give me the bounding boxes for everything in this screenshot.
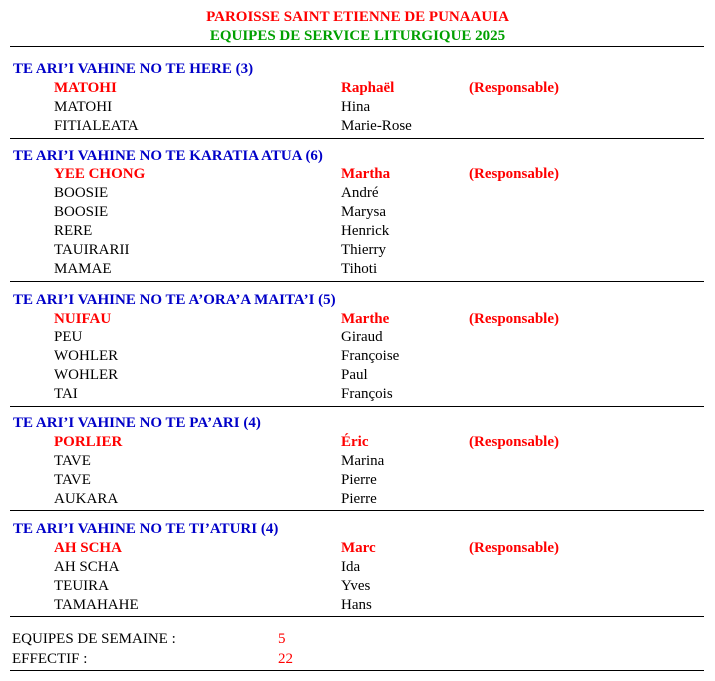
summary-staff-value: 22 [278, 651, 293, 667]
member-firstname: François [341, 386, 393, 402]
member-firstname: Françoise [341, 348, 400, 364]
member-firstname: Tihoti [341, 261, 378, 277]
member-surname: RERE [54, 223, 93, 239]
member-surname: MATOHI [54, 80, 117, 96]
team-member-row [0, 184, 715, 203]
member-role: (Responsable) [469, 540, 560, 556]
member-firstname: Raphaël [341, 80, 395, 96]
member-surname: TAVE [54, 472, 91, 488]
document-subtitle: EQUIPES DE SERVICE LITURGIQUE 2025 [209, 28, 506, 44]
document-header [0, 8, 715, 46]
summary-weeks-value: 5 [278, 631, 286, 647]
member-firstname: Pierre [341, 472, 377, 488]
team-member-row [0, 577, 715, 596]
team-member-row [0, 310, 715, 329]
member-surname: BOOSIE [54, 185, 109, 201]
team-member-row [0, 347, 715, 366]
member-surname: TAMAHAHE [54, 597, 139, 613]
member-surname: AH SCHA [54, 540, 122, 556]
member-role: (Responsable) [469, 80, 560, 96]
divider-line [10, 46, 704, 47]
member-role: (Responsable) [469, 434, 560, 450]
member-firstname: Éric [341, 434, 369, 450]
member-firstname: Giraud [341, 329, 383, 345]
member-surname: PEU [54, 329, 83, 345]
summary-staff-label: EFFECTIF : [12, 651, 88, 667]
member-firstname: Marie-Rose [341, 118, 412, 134]
member-firstname: Thierry [341, 242, 386, 258]
team-member-row [0, 117, 715, 136]
team-title: TE ARI’I VAHINE NO TE PA’ARI (4) [13, 415, 261, 431]
team-member-row [0, 165, 715, 184]
team-member-row [0, 433, 715, 452]
divider-line [10, 510, 704, 511]
team-member-row [0, 596, 715, 615]
member-surname: YEE CHONG [54, 166, 146, 182]
member-firstname: Marc [341, 540, 376, 556]
member-firstname: Hans [341, 597, 372, 613]
divider-line [10, 670, 704, 671]
team-member-row [0, 385, 715, 404]
divider-line [10, 138, 704, 139]
team-member-row [0, 260, 715, 279]
member-surname: MAMAE [54, 261, 112, 277]
team-member-row [0, 471, 715, 490]
member-role: (Responsable) [469, 166, 560, 182]
member-firstname: Ida [341, 559, 361, 575]
member-role: (Responsable) [469, 311, 560, 327]
member-firstname: Pierre [341, 491, 377, 507]
member-firstname: André [341, 185, 379, 201]
member-surname: BOOSIE [54, 204, 109, 220]
member-surname: AH SCHA [54, 559, 120, 575]
member-firstname: Henrick [341, 223, 390, 239]
team-member-row [0, 98, 715, 117]
team-member-row [0, 328, 715, 347]
member-surname: WOHLER [54, 348, 119, 364]
member-surname: FITIALEATA [54, 118, 139, 134]
summary-staff-row [0, 650, 715, 669]
member-firstname: Marina [341, 453, 385, 469]
member-surname: TAI [54, 386, 78, 402]
member-surname: TAVE [54, 453, 91, 469]
divider-line [10, 406, 704, 407]
member-firstname: Marthe [341, 311, 390, 327]
member-surname: AUKARA [54, 491, 119, 507]
team-member-row [0, 222, 715, 241]
team-title: TE ARI’I VAHINE NO TE KARATIA ATUA (6) [13, 148, 323, 164]
summary-weeks-row [0, 630, 715, 649]
team-member-row [0, 452, 715, 471]
member-surname: TAUIRARII [54, 242, 130, 258]
team-title: TE ARI’I VAHINE NO TE HERE (3) [13, 61, 254, 77]
member-surname: PORLIER [54, 434, 123, 450]
team-member-row [0, 490, 715, 509]
divider-line [10, 281, 704, 282]
document-title: PAROISSE SAINT ETIENNE DE PUNAAUIA [206, 9, 509, 25]
team-member-row [0, 241, 715, 260]
team-member-row [0, 558, 715, 577]
member-surname: TEUIRA [54, 578, 109, 594]
divider-line [10, 616, 704, 617]
member-firstname: Hina [341, 99, 371, 115]
member-surname: MATOHI [54, 99, 113, 115]
member-surname: WOHLER [54, 367, 119, 383]
team-member-row [0, 366, 715, 385]
team-title: TE ARI’I VAHINE NO TE TI’ATURI (4) [13, 521, 279, 537]
member-firstname: Marysa [341, 204, 386, 220]
team-member-row [0, 79, 715, 98]
team-member-row [0, 539, 715, 558]
member-surname: NUIFAU [54, 311, 112, 327]
summary-weeks-label: EQUIPES DE SEMAINE : [12, 631, 176, 647]
member-firstname: Paul [341, 367, 368, 383]
team-title: TE ARI’I VAHINE NO TE A’ORA’A MAITA’I (5) [13, 292, 336, 308]
member-firstname: Martha [341, 166, 391, 182]
team-member-row [0, 203, 715, 222]
member-firstname: Yves [341, 578, 371, 594]
